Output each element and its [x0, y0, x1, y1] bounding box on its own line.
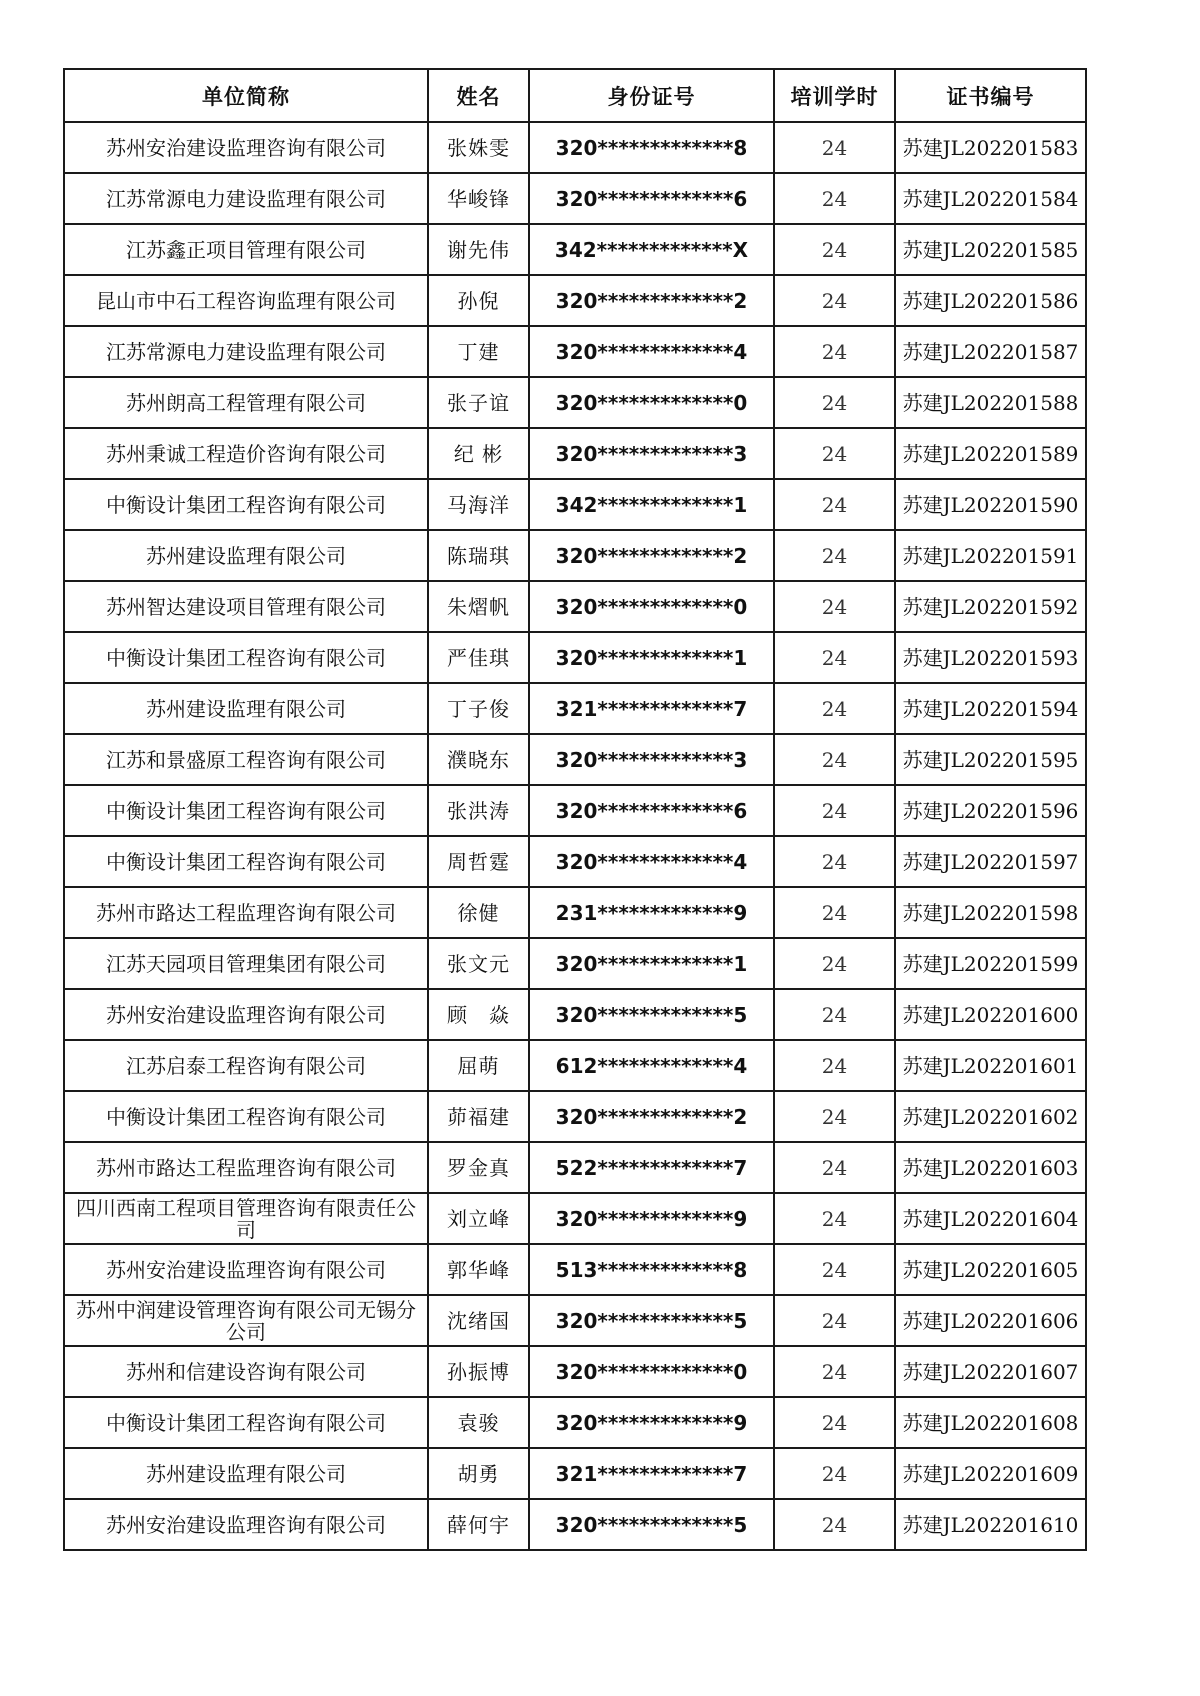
table-row: [64, 632, 1086, 683]
cell-name: 丁子俊: [428, 683, 529, 734]
table-row: [64, 1193, 1086, 1244]
cell-training-hours: 24: [774, 377, 895, 428]
table-row: [64, 1346, 1086, 1397]
table-row: [64, 836, 1086, 887]
cell-unit: 苏州建设监理有限公司: [64, 1448, 428, 1499]
cell-name: 顾 焱: [428, 989, 529, 1040]
cell-unit: 江苏启泰工程咨询有限公司: [64, 1040, 428, 1091]
cell-certificate-number: 苏建JL202201597: [895, 836, 1086, 887]
cell-certificate-number: 苏建JL202201609: [895, 1448, 1086, 1499]
table-row: [64, 428, 1086, 479]
cell-name: 张洪涛: [428, 785, 529, 836]
cell-training-hours: 24: [774, 1040, 895, 1091]
table-row: [64, 1244, 1086, 1295]
cell-unit: 中衡设计集团工程咨询有限公司: [64, 479, 428, 530]
table-row: [64, 683, 1086, 734]
cell-name: 马海洋: [428, 479, 529, 530]
cell-unit: 中衡设计集团工程咨询有限公司: [64, 785, 428, 836]
cell-certificate-number: 苏建JL202201590: [895, 479, 1086, 530]
cell-name: 罗金真: [428, 1142, 529, 1193]
header-row: [64, 69, 1086, 122]
cell-training-hours: 24: [774, 173, 895, 224]
cell-name: 张姝雯: [428, 122, 529, 173]
cell-training-hours: 24: [774, 530, 895, 581]
cell-certificate-number: 苏建JL202201587: [895, 326, 1086, 377]
cell-id-number: 320*************9: [529, 1193, 774, 1244]
cell-certificate-number: 苏建JL202201603: [895, 1142, 1086, 1193]
cell-id-number: 612*************4: [529, 1040, 774, 1091]
cell-certificate-number: 苏建JL202201605: [895, 1244, 1086, 1295]
cell-unit: 苏州朗高工程管理有限公司: [64, 377, 428, 428]
cell-unit: 江苏鑫正项目管理有限公司: [64, 224, 428, 275]
cell-unit: 苏州中润建设管理咨询有限公司无锡分公司: [64, 1295, 428, 1346]
cell-unit: 中衡设计集团工程咨询有限公司: [64, 1091, 428, 1142]
table-row: [64, 1091, 1086, 1142]
cell-training-hours: 24: [774, 734, 895, 785]
cell-certificate-number: 苏建JL202201604: [895, 1193, 1086, 1244]
cell-unit: 江苏常源电力建设监理有限公司: [64, 173, 428, 224]
cell-id-number: 320*************5: [529, 989, 774, 1040]
cell-certificate-number: 苏建JL202201584: [895, 173, 1086, 224]
cell-training-hours: 24: [774, 938, 895, 989]
cell-training-hours: 24: [774, 1193, 895, 1244]
cell-training-hours: 24: [774, 1448, 895, 1499]
table-row: [64, 1040, 1086, 1091]
cell-training-hours: 24: [774, 581, 895, 632]
cell-training-hours: 24: [774, 326, 895, 377]
cell-id-number: 320*************3: [529, 428, 774, 479]
cell-name: 张子谊: [428, 377, 529, 428]
cell-unit: 苏州智达建设项目管理有限公司: [64, 581, 428, 632]
cell-name: 沈绪国: [428, 1295, 529, 1346]
table-row: [64, 377, 1086, 428]
table-row: [64, 785, 1086, 836]
cell-id-number: 320*************5: [529, 1499, 774, 1550]
cell-unit: 苏州秉诚工程造价咨询有限公司: [64, 428, 428, 479]
table-row: [64, 1499, 1086, 1550]
table-row: [64, 581, 1086, 632]
cell-certificate-number: 苏建JL202201608: [895, 1397, 1086, 1448]
cell-certificate-number: 苏建JL202201586: [895, 275, 1086, 326]
cell-certificate-number: 苏建JL202201589: [895, 428, 1086, 479]
header-unit: 单位简称: [64, 69, 428, 122]
cell-training-hours: 24: [774, 428, 895, 479]
cell-name: 屈萌: [428, 1040, 529, 1091]
table-row: [64, 173, 1086, 224]
cell-unit: 苏州安治建设监理咨询有限公司: [64, 1244, 428, 1295]
cell-id-number: 320*************4: [529, 326, 774, 377]
cell-id-number: 320*************0: [529, 377, 774, 428]
cell-name: 薛何宇: [428, 1499, 529, 1550]
cell-certificate-number: 苏建JL202201600: [895, 989, 1086, 1040]
table-row: [64, 734, 1086, 785]
cell-name: 谢先伟: [428, 224, 529, 275]
table-row: [64, 1397, 1086, 1448]
cell-id-number: 231*************9: [529, 887, 774, 938]
cell-certificate-number: 苏建JL202201606: [895, 1295, 1086, 1346]
cell-id-number: 320*************6: [529, 173, 774, 224]
cell-training-hours: 24: [774, 836, 895, 887]
cell-name: 刘立峰: [428, 1193, 529, 1244]
header-id-number: 身份证号: [529, 69, 774, 122]
cell-unit: 苏州市路达工程监理咨询有限公司: [64, 887, 428, 938]
cell-certificate-number: 苏建JL202201601: [895, 1040, 1086, 1091]
cell-id-number: 342*************X: [529, 224, 774, 275]
cell-id-number: 320*************1: [529, 632, 774, 683]
cell-training-hours: 24: [774, 1244, 895, 1295]
cell-training-hours: 24: [774, 1091, 895, 1142]
cell-certificate-number: 苏建JL202201585: [895, 224, 1086, 275]
header-certificate-number: 证书编号: [895, 69, 1086, 122]
cell-name: 张文元: [428, 938, 529, 989]
cell-id-number: 320*************1: [529, 938, 774, 989]
cell-training-hours: 24: [774, 1142, 895, 1193]
cell-training-hours: 24: [774, 887, 895, 938]
cell-certificate-number: 苏建JL202201607: [895, 1346, 1086, 1397]
cell-id-number: 522*************7: [529, 1142, 774, 1193]
cell-name: 陈瑞琪: [428, 530, 529, 581]
cell-certificate-number: 苏建JL202201610: [895, 1499, 1086, 1550]
cell-id-number: 320*************9: [529, 1397, 774, 1448]
table-row: [64, 938, 1086, 989]
cell-training-hours: 24: [774, 122, 895, 173]
cell-id-number: 320*************4: [529, 836, 774, 887]
cell-certificate-number: 苏建JL202201596: [895, 785, 1086, 836]
cell-unit: 中衡设计集团工程咨询有限公司: [64, 632, 428, 683]
cell-id-number: 513*************8: [529, 1244, 774, 1295]
table-row: [64, 479, 1086, 530]
cell-training-hours: 24: [774, 1397, 895, 1448]
cell-unit: 苏州市路达工程监理咨询有限公司: [64, 1142, 428, 1193]
cell-name: 丁建: [428, 326, 529, 377]
cell-id-number: 320*************0: [529, 1346, 774, 1397]
cell-training-hours: 24: [774, 785, 895, 836]
training-certificate-table: [63, 68, 1087, 1551]
cell-name: 徐健: [428, 887, 529, 938]
cell-training-hours: 24: [774, 224, 895, 275]
cell-training-hours: 24: [774, 275, 895, 326]
cell-name: 朱熠帆: [428, 581, 529, 632]
cell-name: 华峻锋: [428, 173, 529, 224]
cell-id-number: 320*************3: [529, 734, 774, 785]
table-row: [64, 122, 1086, 173]
cell-certificate-number: 苏建JL202201599: [895, 938, 1086, 989]
table-row: [64, 1295, 1086, 1346]
cell-id-number: 320*************2: [529, 1091, 774, 1142]
cell-unit: 江苏常源电力建设监理有限公司: [64, 326, 428, 377]
cell-certificate-number: 苏建JL202201602: [895, 1091, 1086, 1142]
cell-id-number: 320*************6: [529, 785, 774, 836]
cell-name: 茆福建: [428, 1091, 529, 1142]
cell-unit: 苏州安治建设监理咨询有限公司: [64, 122, 428, 173]
table-row: [64, 989, 1086, 1040]
cell-name: 孙倪: [428, 275, 529, 326]
cell-certificate-number: 苏建JL202201594: [895, 683, 1086, 734]
cell-id-number: 320*************0: [529, 581, 774, 632]
cell-certificate-number: 苏建JL202201595: [895, 734, 1086, 785]
cell-name: 周哲霆: [428, 836, 529, 887]
table-row: [64, 326, 1086, 377]
table-row: [64, 887, 1086, 938]
cell-id-number: 321*************7: [529, 683, 774, 734]
cell-certificate-number: 苏建JL202201592: [895, 581, 1086, 632]
cell-id-number: 320*************2: [529, 275, 774, 326]
cell-unit: 江苏天园项目管理集团有限公司: [64, 938, 428, 989]
cell-training-hours: 24: [774, 683, 895, 734]
table-body: [64, 122, 1086, 1550]
cell-name: 胡勇: [428, 1448, 529, 1499]
cell-unit: 苏州安治建设监理咨询有限公司: [64, 989, 428, 1040]
cell-unit: 苏州和信建设咨询有限公司: [64, 1346, 428, 1397]
cell-name: 孙振博: [428, 1346, 529, 1397]
table-header: [64, 69, 1086, 122]
cell-unit: 江苏和景盛原工程咨询有限公司: [64, 734, 428, 785]
cell-id-number: 342*************1: [529, 479, 774, 530]
cell-unit: 中衡设计集团工程咨询有限公司: [64, 1397, 428, 1448]
table-row: [64, 530, 1086, 581]
cell-training-hours: 24: [774, 989, 895, 1040]
cell-name: 纪 彬: [428, 428, 529, 479]
cell-id-number: 321*************7: [529, 1448, 774, 1499]
cell-certificate-number: 苏建JL202201583: [895, 122, 1086, 173]
cell-training-hours: 24: [774, 479, 895, 530]
cell-name: 郭华峰: [428, 1244, 529, 1295]
cell-name: 袁骏: [428, 1397, 529, 1448]
table-row: [64, 275, 1086, 326]
cell-training-hours: 24: [774, 1295, 895, 1346]
cell-name: 严佳琪: [428, 632, 529, 683]
cell-id-number: 320*************2: [529, 530, 774, 581]
cell-unit: 中衡设计集团工程咨询有限公司: [64, 836, 428, 887]
cell-id-number: 320*************8: [529, 122, 774, 173]
cell-training-hours: 24: [774, 632, 895, 683]
cell-certificate-number: 苏建JL202201593: [895, 632, 1086, 683]
table-row: [64, 1448, 1086, 1499]
header-training-hours: 培训学时: [774, 69, 895, 122]
cell-training-hours: 24: [774, 1499, 895, 1550]
cell-certificate-number: 苏建JL202201588: [895, 377, 1086, 428]
header-name: 姓名: [428, 69, 529, 122]
cell-unit: 苏州建设监理有限公司: [64, 683, 428, 734]
cell-certificate-number: 苏建JL202201591: [895, 530, 1086, 581]
table-row: [64, 224, 1086, 275]
cell-unit: 昆山市中石工程咨询监理有限公司: [64, 275, 428, 326]
cell-unit: 苏州安治建设监理咨询有限公司: [64, 1499, 428, 1550]
cell-unit: 苏州建设监理有限公司: [64, 530, 428, 581]
cell-name: 濮晓东: [428, 734, 529, 785]
cell-unit: 四川西南工程项目管理咨询有限责任公司: [64, 1193, 428, 1244]
table-row: [64, 1142, 1086, 1193]
cell-id-number: 320*************5: [529, 1295, 774, 1346]
cell-certificate-number: 苏建JL202201598: [895, 887, 1086, 938]
cell-training-hours: 24: [774, 1346, 895, 1397]
